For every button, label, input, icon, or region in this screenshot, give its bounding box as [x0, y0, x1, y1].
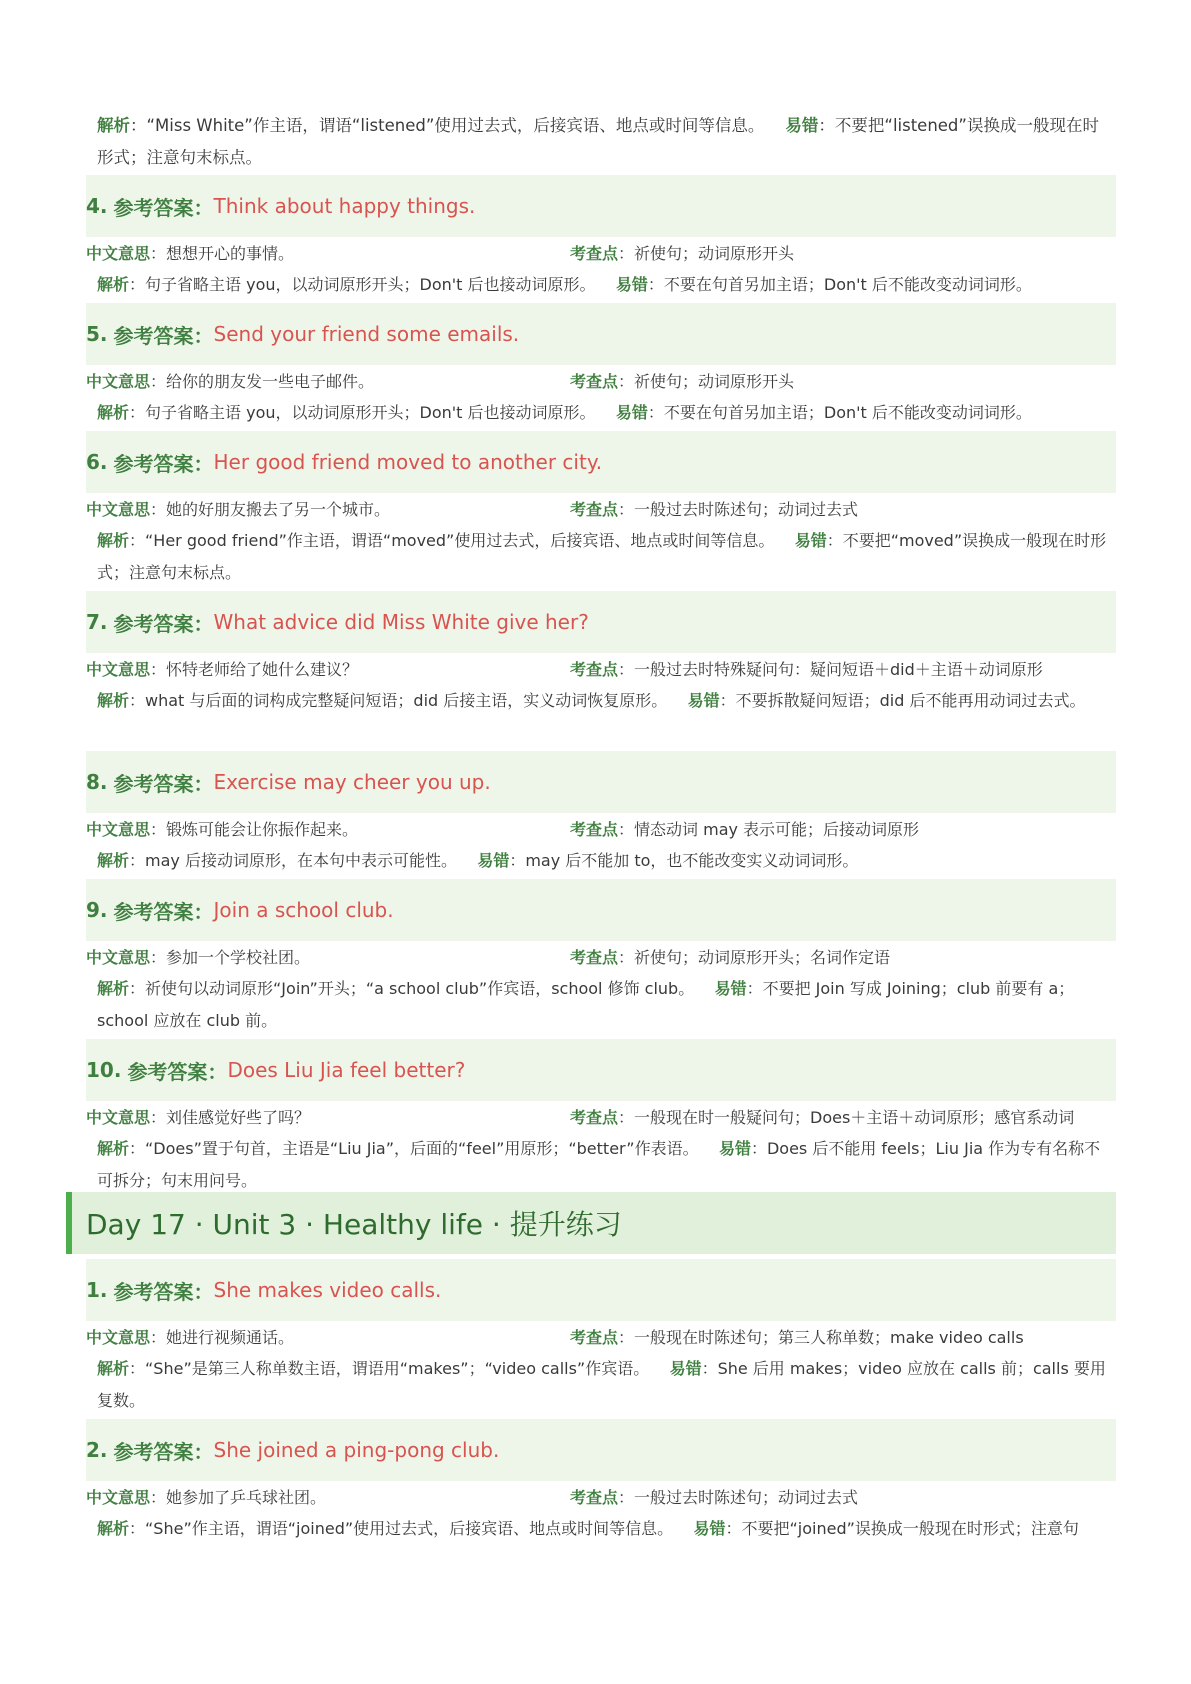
meta-row-8: [86, 815, 1116, 845]
explanation-7: 解析：what 与后面的词构成完整疑问短语；did 后接主语，实义动词恢复原形。 易错：不要拆散疑问短语；did 后不能再用动词过去式。: [97, 691, 1086, 710]
answer-text: Think about happy things.: [213, 194, 476, 218]
meaning: 中文意思：想想开心的事情。: [86, 244, 295, 263]
meaning: 中文意思：她参加了乒乓球社团。: [86, 1488, 327, 1507]
meta-row-7: [86, 655, 1116, 685]
answer-bar-5: [86, 303, 1116, 365]
answer-bar-9: [86, 879, 1116, 941]
test-point: 考查点：一般过去时特殊疑问句：疑问短语＋did＋主语＋动词原形: [570, 660, 1043, 679]
meaning: 中文意思：怀特老师给了她什么建议？: [86, 660, 359, 679]
meta-row-9: [86, 943, 1116, 973]
answer-text: She joined a ping-pong club.: [213, 1438, 500, 1462]
meta-row-s2-2: [86, 1483, 1116, 1513]
explanation-s2-1: 解析：“She”是第三人称单数主语，谓语用“makes”；“video calls”作宾语。 易错：She 后用 makes；video 应放在 calls 前；calls 要用复数。: [97, 1359, 1106, 1410]
answer-label: 参考答案：: [113, 611, 214, 636]
answer-label: 参考答案：: [113, 451, 214, 476]
answer-text: What advice did Miss White give her?: [213, 610, 589, 634]
answer-text: Exercise may cheer you up.: [213, 770, 491, 794]
answer-label: 参考答案：: [113, 1279, 214, 1304]
meta-row-s2-1: [86, 1323, 1116, 1353]
answer-label: 参考答案：: [113, 899, 214, 924]
answer-bar-6: [86, 431, 1116, 493]
explanation-10: 解析：“Does”置于句首，主语是“Liu Jia”，后面的“feel”用原形；“better”作表语。 易错：Does 后不能用 feels；Liu Jia 作为专有名称不可拆分；句末用问号。: [97, 1139, 1101, 1190]
meaning: 中文意思：她进行视频通话。: [86, 1328, 295, 1347]
test-point: 考查点：一般过去时陈述句；动词过去式: [570, 1488, 859, 1507]
meta-row-10: [86, 1103, 1116, 1133]
item-number: 6.: [86, 450, 108, 474]
answer-text: Her good friend moved to another city.: [213, 450, 603, 474]
explanation-8: 解析：may 后接动词原形，在本句中表示可能性。 易错：may 后不能加 to，也不能改变实义动词词形。: [97, 851, 859, 870]
answer-text: Join a school club.: [213, 898, 394, 922]
meta-row-5: [86, 367, 1116, 397]
answer-label: 参考答案：: [127, 1059, 228, 1084]
answer-label: 参考答案：: [113, 195, 214, 220]
test-point: 考查点：祈使句；动词原形开头: [570, 372, 795, 391]
test-point: 考查点：一般现在时一般疑问句；Does＋主语＋动词原形；感官系动词: [570, 1108, 1075, 1127]
meaning: 中文意思：刘佳感觉好些了吗？: [86, 1108, 311, 1127]
answer-bar-s2-2: [86, 1419, 1116, 1481]
explanation-4: 解析：句子省略主语 you，以动词原形开头；Don't 后也接动词原形。 易错：不要在句首另加主语；Don't 后不能改变动词词形。: [97, 275, 1032, 294]
test-point: 考查点：祈使句；动词原形开头: [570, 244, 795, 263]
test-point: 考查点：一般过去时陈述句；动词过去式: [570, 500, 859, 519]
answer-text: Does Liu Jia feel better?: [227, 1058, 466, 1082]
explanation-s2-2: 解析：“She”作主语，谓语“joined”使用过去式，后接宾语、地点或时间等信息。 易错：不要把“joined”误换成一般现在时形式；注意句: [97, 1519, 1079, 1538]
meta-row-4: [86, 239, 1116, 269]
item-number: 10.: [86, 1058, 122, 1082]
explanation-6: 解析：“Her good friend”作主语，谓语“moved”使用过去式，后接宾语、地点或时间等信息。 易错：不要把“moved”误换成一般现在时形式；注意句末标点。: [97, 531, 1107, 582]
answer-bar-4: [86, 175, 1116, 237]
item-number: 2.: [86, 1438, 108, 1462]
answer-label: 参考答案：: [113, 1439, 214, 1464]
meta-row-6: [86, 495, 1116, 525]
test-point: 考查点：情态动词 may 表示可能；后接动词原形: [570, 820, 920, 839]
answer-text: She makes video calls.: [213, 1278, 442, 1302]
meaning: 中文意思：她的好朋友搬去了另一个城市。: [86, 500, 391, 519]
item-number: 1.: [86, 1278, 108, 1302]
answer-label: 参考答案：: [113, 771, 214, 796]
test-point: 考查点：一般现在时陈述句；第三人称单数；make video calls: [570, 1328, 1024, 1347]
section-heading: Day 17 · Unit 3 · Healthy life · 提升练习: [66, 1192, 1116, 1254]
answer-bar-7: [86, 591, 1116, 653]
answer-text: Send your friend some emails.: [213, 322, 520, 346]
item-number: 8.: [86, 770, 108, 794]
explanation-5: 解析：句子省略主语 you，以动词原形开头；Don't 后也接动词原形。 易错：不要在句首另加主语；Don't 后不能改变动词词形。: [97, 403, 1032, 422]
item-number: 9.: [86, 898, 108, 922]
explanation-9: 解析：祈使句以动词原形“Join”开头；“a school club”作宾语，school 修饰 club。 易错：不要把 Join 写成 Joining；club 前要有 a；school 应放在 club 前。: [97, 979, 1075, 1030]
item-number: 7.: [86, 610, 108, 634]
answer-bar-s2-1: [86, 1259, 1116, 1321]
item-number: 5.: [86, 322, 108, 346]
answer-bar-8: [86, 751, 1116, 813]
meaning: 中文意思：锻炼可能会让你振作起来。: [86, 820, 359, 839]
meaning: 中文意思：参加一个学校社团。: [86, 948, 311, 967]
test-point: 考查点：祈使句；动词原形开头；名词作定语: [570, 948, 891, 967]
meaning: 中文意思：给你的朋友发一些电子邮件。: [86, 372, 375, 391]
item-number: 4.: [86, 194, 108, 218]
answer-label: 参考答案：: [113, 323, 214, 348]
intro-explanation: 解析：“Miss White”作主语，谓语“listened”使用过去式，后接宾语、地点或时间等信息。 易错：不要把“listened”误换成一般现在时形式；注意句末标点。: [97, 116, 1099, 167]
answer-bar-10: [86, 1039, 1116, 1101]
